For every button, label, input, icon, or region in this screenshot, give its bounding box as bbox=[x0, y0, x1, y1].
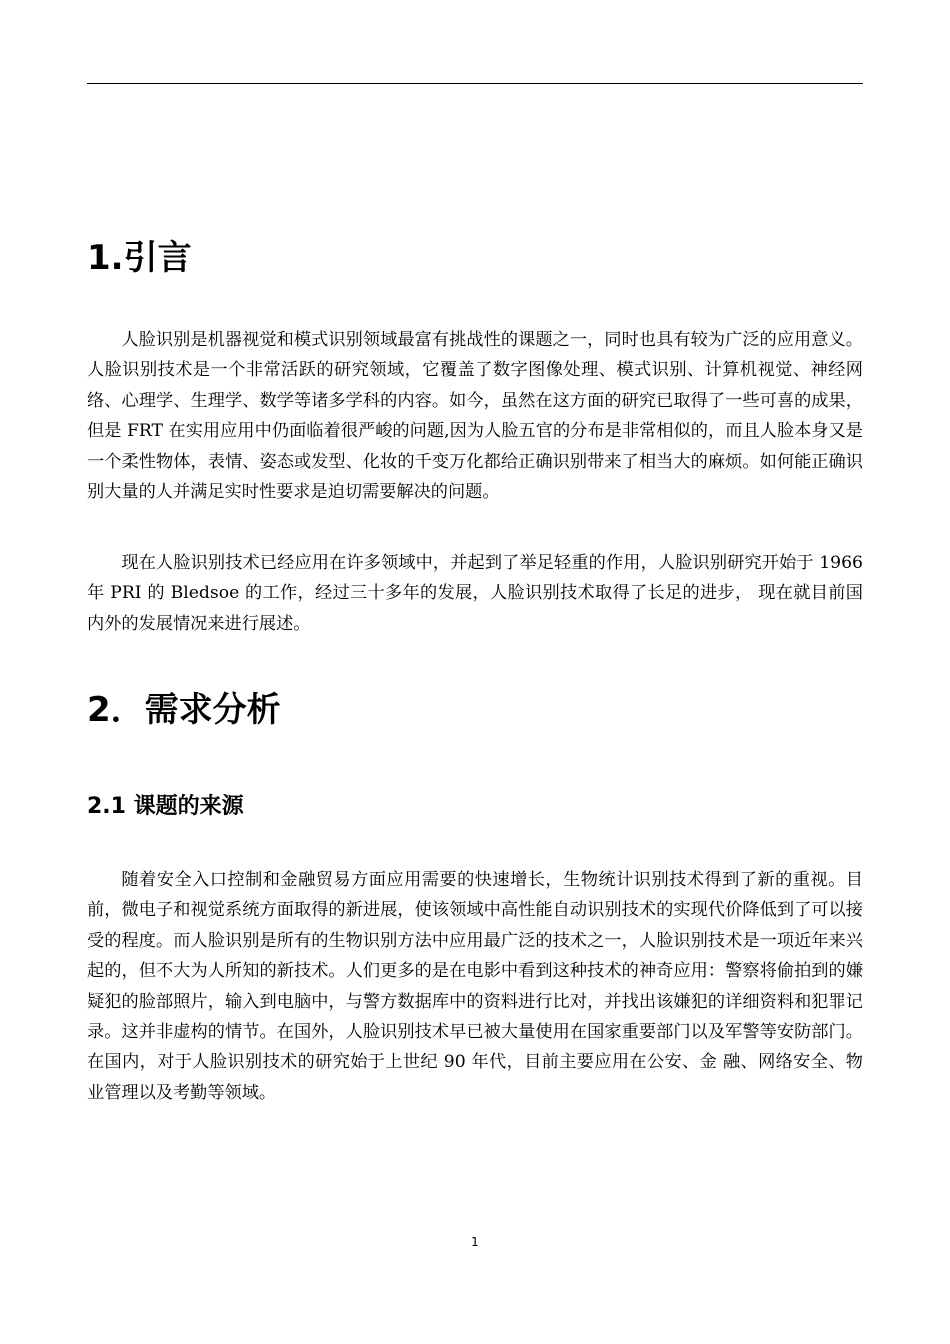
page-number: 1 bbox=[471, 1235, 479, 1249]
section-heading-requirements: 2．需求分析 bbox=[87, 690, 281, 730]
header-rule bbox=[87, 83, 863, 84]
intro-paragraph-1: 人脸识别是机器视觉和模式识别领域最富有挑战性的课题之一，同时也具有较为广泛的应用意义。人脸识别技术是一个非常活跃的研究领域，它覆盖了数字图像处理、模式识别、计算机视觉、神经网络、心理学、生理学、数学等诸多学科的内容。如今，虽然在这方面的研究已取得了一些可喜的成果，但是 FRT 在实用应用中仍面临着很严峻的问题,因为人脸五官的分布是非常相似的，而且人脸本身又是一个柔性物体，表情、姿态或发型、化妆的千变万化都给正确识别带来了相当大的麻烦。如何能正确识别大量的人并满足实时性要求是迫切需要解决的问题。 bbox=[87, 330, 863, 503]
subsection-heading-topic-source: 2.1 课题的来源 bbox=[87, 794, 244, 819]
intro-paragraph-2: 现在人脸识别技术已经应用在许多领域中，并起到了举足轻重的作用，人脸识别研究开始于 1966 年 PRI 的 Bledsoe 的工作，经过三十多年的发展，人脸识别技术取得了长足的进步， 现在就目前国内外的发展情况来进行展述。 bbox=[87, 553, 863, 634]
section-heading-introduction: 1.引言 bbox=[87, 238, 192, 278]
topic-source-paragraph: 随着安全入口控制和金融贸易方面应用需要的快速增长，生物统计识别技术得到了新的重视。目前，微电子和视觉系统方面取得的新进展，使该领域中高性能自动识别技术的实现代价降低到了可以接受的程度。而人脸识别是所有的生物识别方法中应用最广泛的技术之一，人脸识别技术是一项近年来兴起的，但不大为人所知的新技术。人们更多的是在电影中看到这种技术的神奇应用：警察将偷拍到的嫌疑犯的脸部照片，输入到电脑中，与警方数据库中的资料进行比对，并找出该嫌犯的详细资料和犯罪记录。这并非虚构的情节。在国外，人脸识别技术早已被大量使用在国家重要部门以及军警等安防部门。在国内，对于人脸识别技术的研究始于上世纪 90 年代，目前主要应用在公安、金 融、网络安全、物业管理以及考勤等领域。 bbox=[87, 870, 863, 1103]
